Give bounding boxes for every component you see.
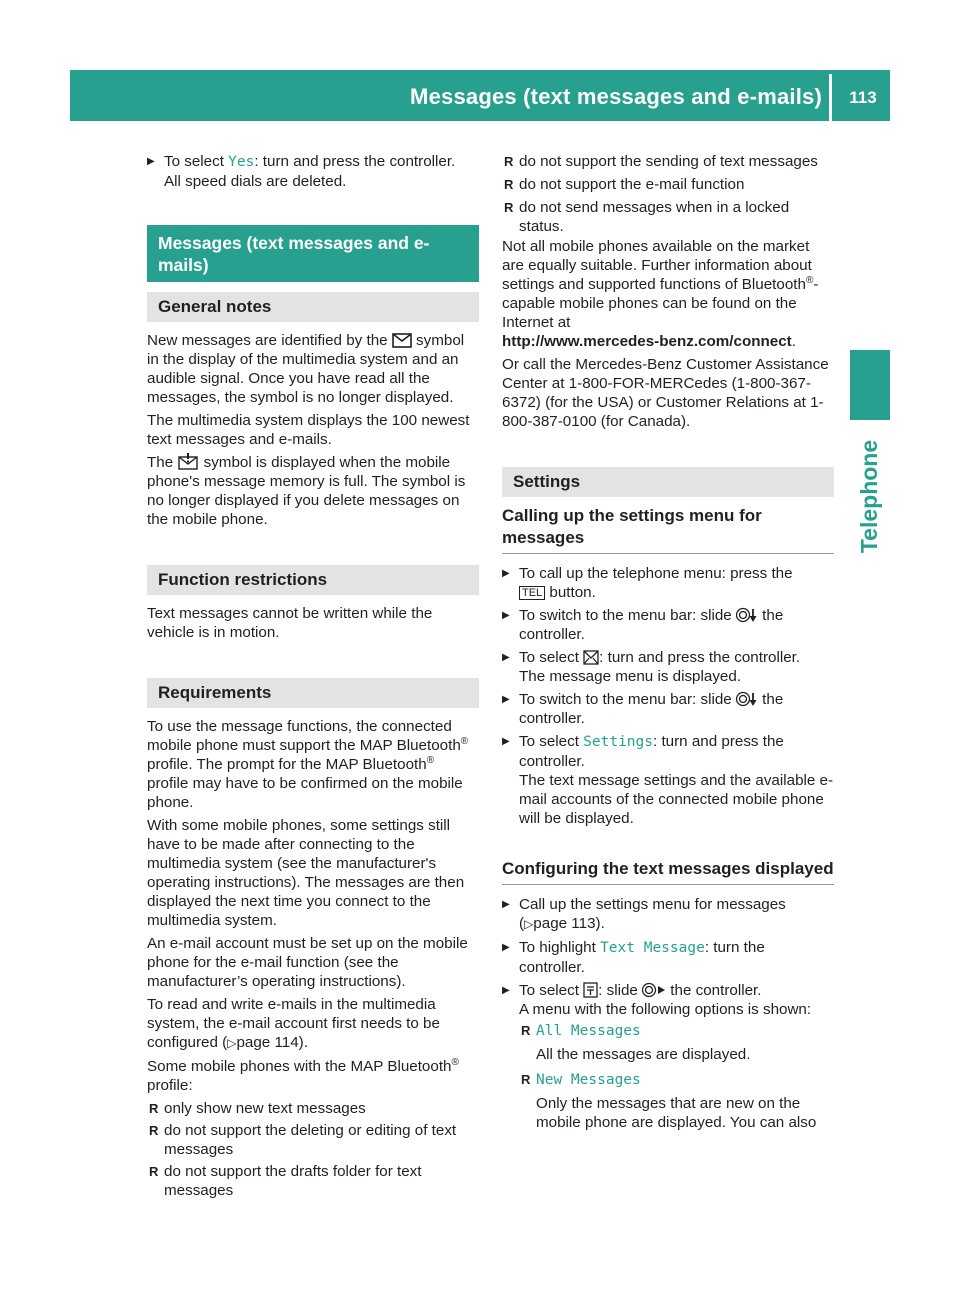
bullet-icon: R: [521, 1023, 531, 1038]
page-ref-arrow-icon: ▷: [227, 1036, 237, 1050]
subsection-heading: Settings: [502, 467, 834, 497]
controller-slide-down-icon: [736, 607, 758, 623]
step-arrow-icon: ▶: [502, 652, 510, 663]
page-number: 113: [849, 88, 877, 107]
page-ref-arrow-icon: ▷: [524, 917, 534, 931]
topic-heading: Calling up the settings menu for messages: [502, 505, 834, 554]
step-arrow-icon: ▶: [502, 610, 510, 621]
paragraph: An e-mail account must be set up on the mobile phone for the e-mail function (see the manufacturer’s operating instructions).: [147, 935, 468, 990]
step-result: All speed dials are deleted.: [164, 173, 347, 190]
instruction-step: ▶ To call up the telephone menu: press the TEL button.: [502, 565, 793, 601]
chapter-tab-label: Telephone: [856, 439, 883, 553]
list-item: R do not send messages when in a locked status.: [504, 199, 790, 235]
bullet-icon: R: [521, 1072, 531, 1087]
paragraph: With some mobile phones, some settings still have to be made after connecting to the multimedia system (see the manufacturer's operating instructions). The messages are then displayed the next time you connect to the multimedia system.: [147, 817, 465, 929]
website-link[interactable]: http://www.mercedes-benz.com/connect: [502, 333, 792, 350]
subsection-heading: Function restrictions: [147, 565, 479, 595]
step-arrow-icon: ▶: [147, 156, 155, 167]
header-divider: [829, 74, 832, 121]
message-menu-icon: [583, 650, 599, 665]
step-arrow-icon: ▶: [502, 736, 510, 747]
list-item: R do not support the e-mail function: [504, 176, 745, 193]
step-arrow-icon: ▶: [502, 985, 510, 996]
subsection-heading: Requirements: [147, 678, 479, 708]
paragraph: The multimedia system displays the 100 newest text messages and e-mails.: [147, 412, 470, 448]
options-list: [502, 1021, 834, 1132]
memory-full-icon: [177, 453, 199, 470]
controller-slide-right-icon: [642, 982, 666, 998]
option-description: Only the messages that are new on the mobile phone are displayed. You can also: [536, 1095, 817, 1131]
display-term: Yes: [228, 154, 255, 170]
topic-heading: Configuring the text messages displayed: [502, 858, 834, 885]
options-menu-icon: [583, 982, 598, 998]
chapter-tab: [848, 440, 892, 552]
paragraph: Not all mobile phones available on the market are equally suitable. Further information about settings and supported functions of Bluetooth®-capable mobile phones can be found on the Internet at http://www.mercedes-benz.com/connect.: [502, 238, 819, 350]
section-heading: Messages (text messages and e-mails): [147, 225, 479, 282]
paragraph: To read and write e-mails in the multimedia system, the e-mail account first needs to be configured (▷page 114).: [147, 996, 440, 1051]
subsection-heading: General notes: [147, 292, 479, 322]
paragraph: Or call the Mercedes-Benz Customer Assistance Center at 1-800-FOR-MERCedes (1-800-367-6372) (for the USA) or Customer Relations at 1-800-387-0100 (for Canada).: [502, 356, 829, 430]
instruction-step: ▶ To select : slide the controller. A menu with the following options is shown:: [502, 982, 812, 1018]
instruction-step: ▶ To switch to the menu bar: slide the controller.: [502, 691, 784, 727]
instruction-step: ▶ To highlight Text Message: turn the controller.: [502, 939, 765, 976]
instruction-step: ▶ To switch to the menu bar: slide the controller.: [502, 607, 784, 643]
instruction-step: ▶ To select Yes: turn and press the controller.: [147, 153, 456, 170]
controller-slide-down-icon: [736, 691, 758, 707]
list-item: R only show new text messages: [149, 1100, 366, 1117]
envelope-icon: [392, 333, 412, 348]
option-label: New Messages: [536, 1072, 641, 1088]
right-column: [502, 152, 834, 1132]
paragraph: Some mobile phones with the MAP Bluetooth® profile:: [147, 1056, 459, 1094]
display-term: Settings: [583, 734, 653, 750]
step-arrow-icon: ▶: [502, 942, 510, 953]
bullet-icon: R: [504, 154, 514, 169]
paragraph: To use the message functions, the connected mobile phone must support the MAP Bluetooth® profile. The prompt for the MAP Bluetooth® profile may have to be confirmed on the mobile phone.: [147, 718, 469, 811]
option-description: All the messages are displayed.: [536, 1046, 751, 1063]
step-arrow-icon: ▶: [502, 694, 510, 705]
page-title: Messages (text messages and e-mails): [410, 84, 822, 109]
list-item: R do not support the drafts folder for text messages: [149, 1163, 422, 1199]
bullet-icon: R: [504, 177, 514, 192]
step-arrow-icon: ▶: [502, 568, 510, 579]
display-term: Text Message: [600, 940, 705, 956]
bullet-icon: R: [504, 200, 514, 215]
tel-button-icon: TEL: [519, 586, 545, 600]
step-arrow-icon: ▶: [502, 899, 510, 910]
left-column: [147, 152, 479, 1200]
header-bar: [70, 70, 890, 121]
list-item: [519, 1021, 834, 1041]
option-label: All Messages: [536, 1023, 641, 1039]
page-reference-link[interactable]: page 113: [533, 915, 596, 932]
instruction-step: ▶ To select Settings: turn and press the controller. The text message settings and the available e-mail accounts of the connected mobile phone will be displayed.: [502, 733, 834, 827]
bullet-icon: R: [149, 1164, 159, 1179]
paragraph: The symbol is displayed when the mobile phone's message memory is full. The symbol is no longer displayed if you delete messages on the mobile phone.: [147, 454, 466, 528]
bullet-icon: R: [149, 1101, 159, 1116]
side-marker: [850, 350, 890, 420]
list-item: [519, 1070, 834, 1090]
list-item: R do not support the sending of text messages: [504, 153, 818, 170]
bullet-icon: R: [149, 1123, 159, 1138]
page-reference-link[interactable]: page 114: [236, 1034, 299, 1051]
instruction-step: ▶ To select : turn and press the controller. The message menu is displayed.: [502, 649, 801, 685]
paragraph: Text messages cannot be written while the vehicle is in motion.: [147, 605, 433, 641]
instruction-step: ▶ Call up the settings menu for messages (▷page 113).: [502, 896, 786, 932]
paragraph: New messages are identified by the symbol in the display of the multimedia system and an audible signal. Once you have read all the messages, the symbol is no longer displayed.: [147, 332, 465, 406]
list-item: R do not support the deleting or editing of text messages: [149, 1122, 457, 1158]
